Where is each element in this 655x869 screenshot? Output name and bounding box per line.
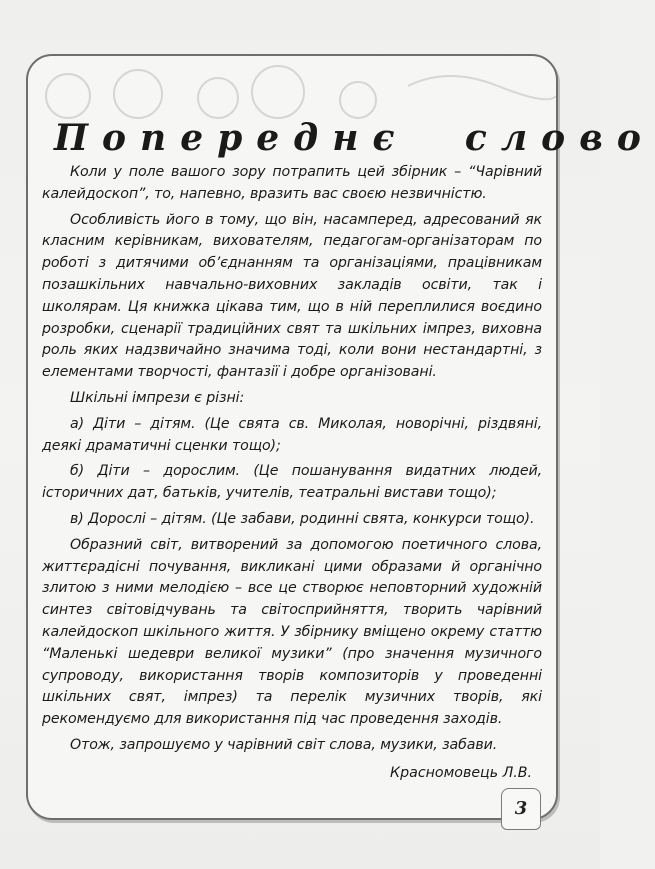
list-item-adults-to-children: в) Дорослі – дітям. (Це забави, родинні свята, конкурси тощо). — [70, 510, 535, 527]
paragraph-intro: Коли у поле вашого зору потрапить цей збірник – “Чарівний калейдоскоп”, то, напевно, вразить вас своєю незвичністю. — [42, 164, 542, 202]
paragraph-features: Особливість його в тому, що він, насамперед, адресований як класним керівникам, вихователям, педагогам-організаторам по роботі з дитячими об’єднанням та організаціями, працівникам позашкільних навчально-виховних закладів освіти, так і школярам. Ця книжка цікава тим, що в ній переплилися воєдино розробки, сценарії традиційних свят та шкільних імпрез, виховна роль яких надзвичайно значима тоді, коли вони нестандартні, з елементами творчості, фантазії і добре організовані. — [42, 211, 542, 381]
page-frame — [26, 54, 655, 820]
list-item-children-to-adults: б) Діти – дорослим. (Це пошанування видатних людей, історичних дат, батьків, учителів, театральні вистави тощо); — [42, 463, 542, 502]
page-number: 3 — [501, 788, 541, 830]
author-signature: Красномовець Л.В. — [390, 764, 532, 781]
content — [42, 116, 655, 781]
paragraph-world: Образний світ, витворений за допомогою поетичного слова, життєрадісні почування, викликані цими образами й органічно злитою з ними мелодією – все це створює неповторний художній синтез світовідчувань та світосприйняття, творить чарівний калейдоскоп шкільного життя. У збірнику вміщено окрему статтю “Маленькі шедеври великої музики” (про значення музичного супроводу, використання творів композиторів у проведенні шкільних свят, імпрез) та перелік музичних творів, які рекомендуємо для використання під час проведення заходів. — [42, 536, 542, 728]
paragraph-types-heading: Шкільні імпрези є різні: — [70, 389, 245, 406]
page-title: Попереднє слово — [54, 117, 655, 159]
paragraph-invitation: Отож, запрошуємо у чарівний світ слова, музики, забави. — [70, 736, 498, 753]
list-item-children-to-children: а) Діти – дітям. (Це свята св. Миколая, новорічні, різдвяні, деякі драматичні сценки тощо); — [42, 415, 542, 454]
